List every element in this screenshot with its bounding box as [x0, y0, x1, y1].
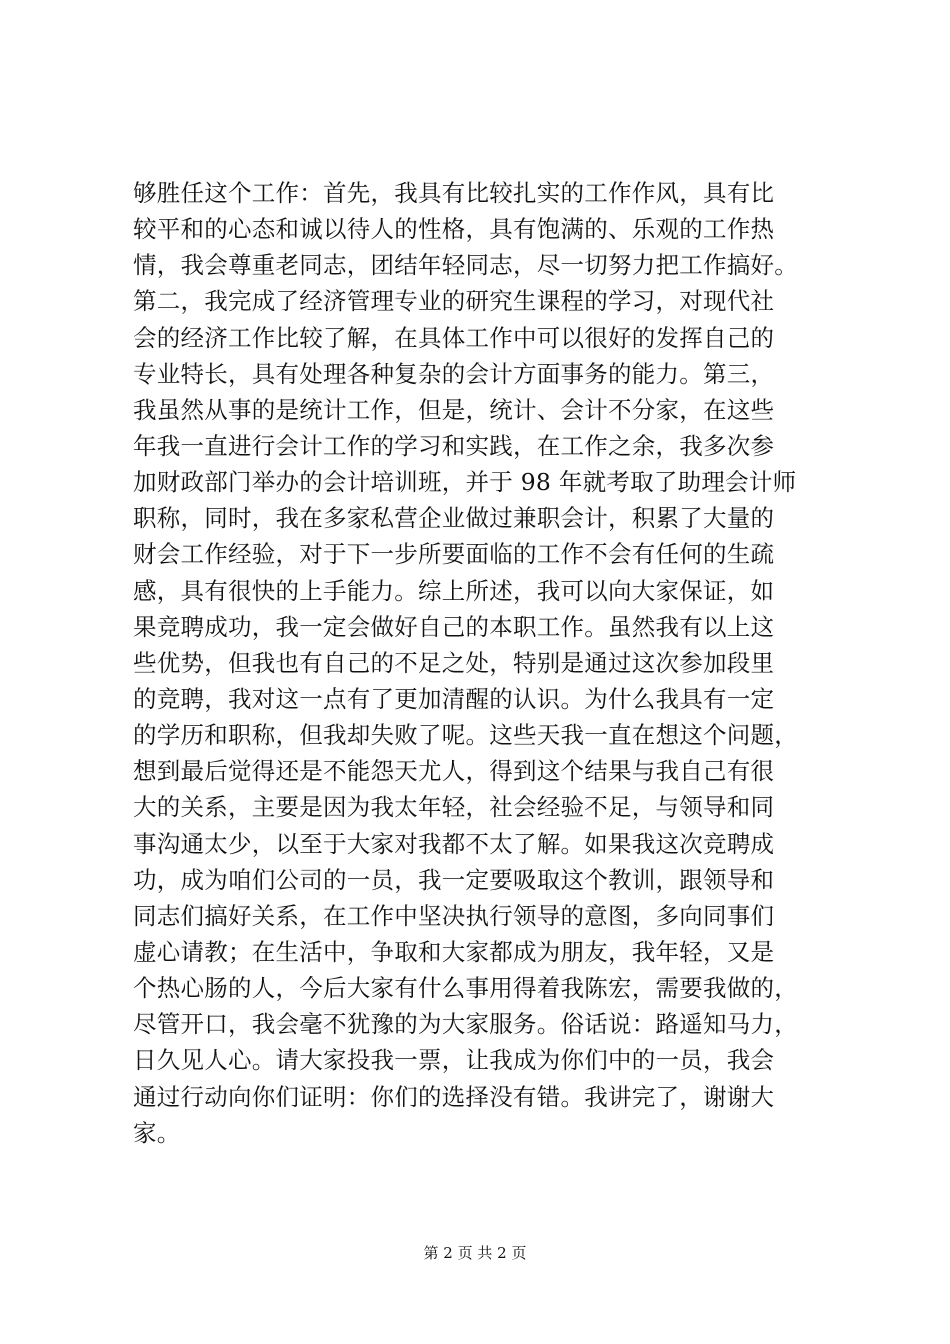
text-line: 职称，同时，我在多家私营企业做过兼职会计，积累了大量的	[133, 504, 775, 533]
text-line: 果竞聘成功，我一定会做好自己的本职工作。虽然我有以上这	[133, 612, 775, 641]
text-line: 第二，我完成了经济管理专业的研究生课程的学习，对现代社	[133, 287, 775, 316]
text-line: 功，成为咱们公司的一员，我一定要吸取这个教训，跟领导和	[133, 865, 775, 894]
text-line: 的学历和职称，但我却失败了呢。这些天我一直在想这个问题，	[133, 721, 798, 750]
text-line: 情，我会尊重老同志，团结年轻同志，尽一切努力把工作搞好。	[133, 251, 798, 280]
text-line: 财会工作经验，对于下一步所要面临的工作不会有任何的生疏	[133, 540, 775, 569]
text-line: 虚心请教；在生活中，争取和大家都成为朋友，我年轻，又是	[133, 937, 775, 966]
page-footer	[0, 1243, 950, 1263]
text-line: 加财政部门举办的会计培训班，并于 98 年就考取了助理会计师	[133, 468, 797, 497]
text-line: 的竞聘，我对这一点有了更加清醒的认识。为什么我具有一定	[133, 684, 775, 713]
text-line: 想到最后觉得还是不能怨天尤人，得到这个结果与我自己有很	[133, 757, 775, 786]
text-line: 年我一直进行会计工作的学习和实践，在工作之余，我多次参	[133, 431, 775, 460]
text-line: 尽管开口，我会毫不犹豫的为大家服务。俗话说：路遥知马力，	[133, 1010, 798, 1039]
text-line: 感，具有很快的上手能力。综上所述，我可以向大家保证，如	[133, 576, 775, 605]
text-line: 够胜任这个工作：首先，我具有比较扎实的工作作风，具有比	[133, 179, 775, 207]
text-line: 个热心肠的人，今后大家有什么事用得着我陈宏，需要我做的，	[133, 974, 798, 1003]
text-line: 大的关系，主要是因为我太年轻，社会经验不足，与领导和同	[133, 793, 775, 822]
text-line: 些优势，但我也有自己的不足之处，特别是通过这次参加段里	[133, 648, 775, 677]
text-line: 事沟通太少，以至于大家对我都不太了解。如果我这次竞聘成	[133, 829, 775, 858]
text-line: 较平和的心态和诚以待人的性格，具有饱满的、乐观的工作热	[133, 215, 775, 244]
text-line: 家。	[133, 1118, 181, 1147]
text-line: 日久见人心。请大家投我一票，让我成为你们中的一员，我会	[133, 1046, 775, 1075]
text-line: 通过行动向你们证明：你们的选择没有错。我讲完了，谢谢大	[133, 1082, 775, 1111]
body-text	[133, 175, 833, 1151]
text-line: 我虽然从事的是统计工作，但是，统计、会计不分家，在这些	[133, 395, 775, 424]
text-line: 同志们搞好关系，在工作中坚决执行领导的意图，多向同事们	[133, 901, 775, 930]
text-line: 专业特长，具有处理各种复杂的会计方面事务的能力。第三，	[133, 359, 775, 388]
page-number: 第 2 页 共 2 页	[423, 1244, 527, 1262]
text-line: 会的经济工作比较了解，在具体工作中可以很好的发挥自己的	[133, 323, 775, 352]
